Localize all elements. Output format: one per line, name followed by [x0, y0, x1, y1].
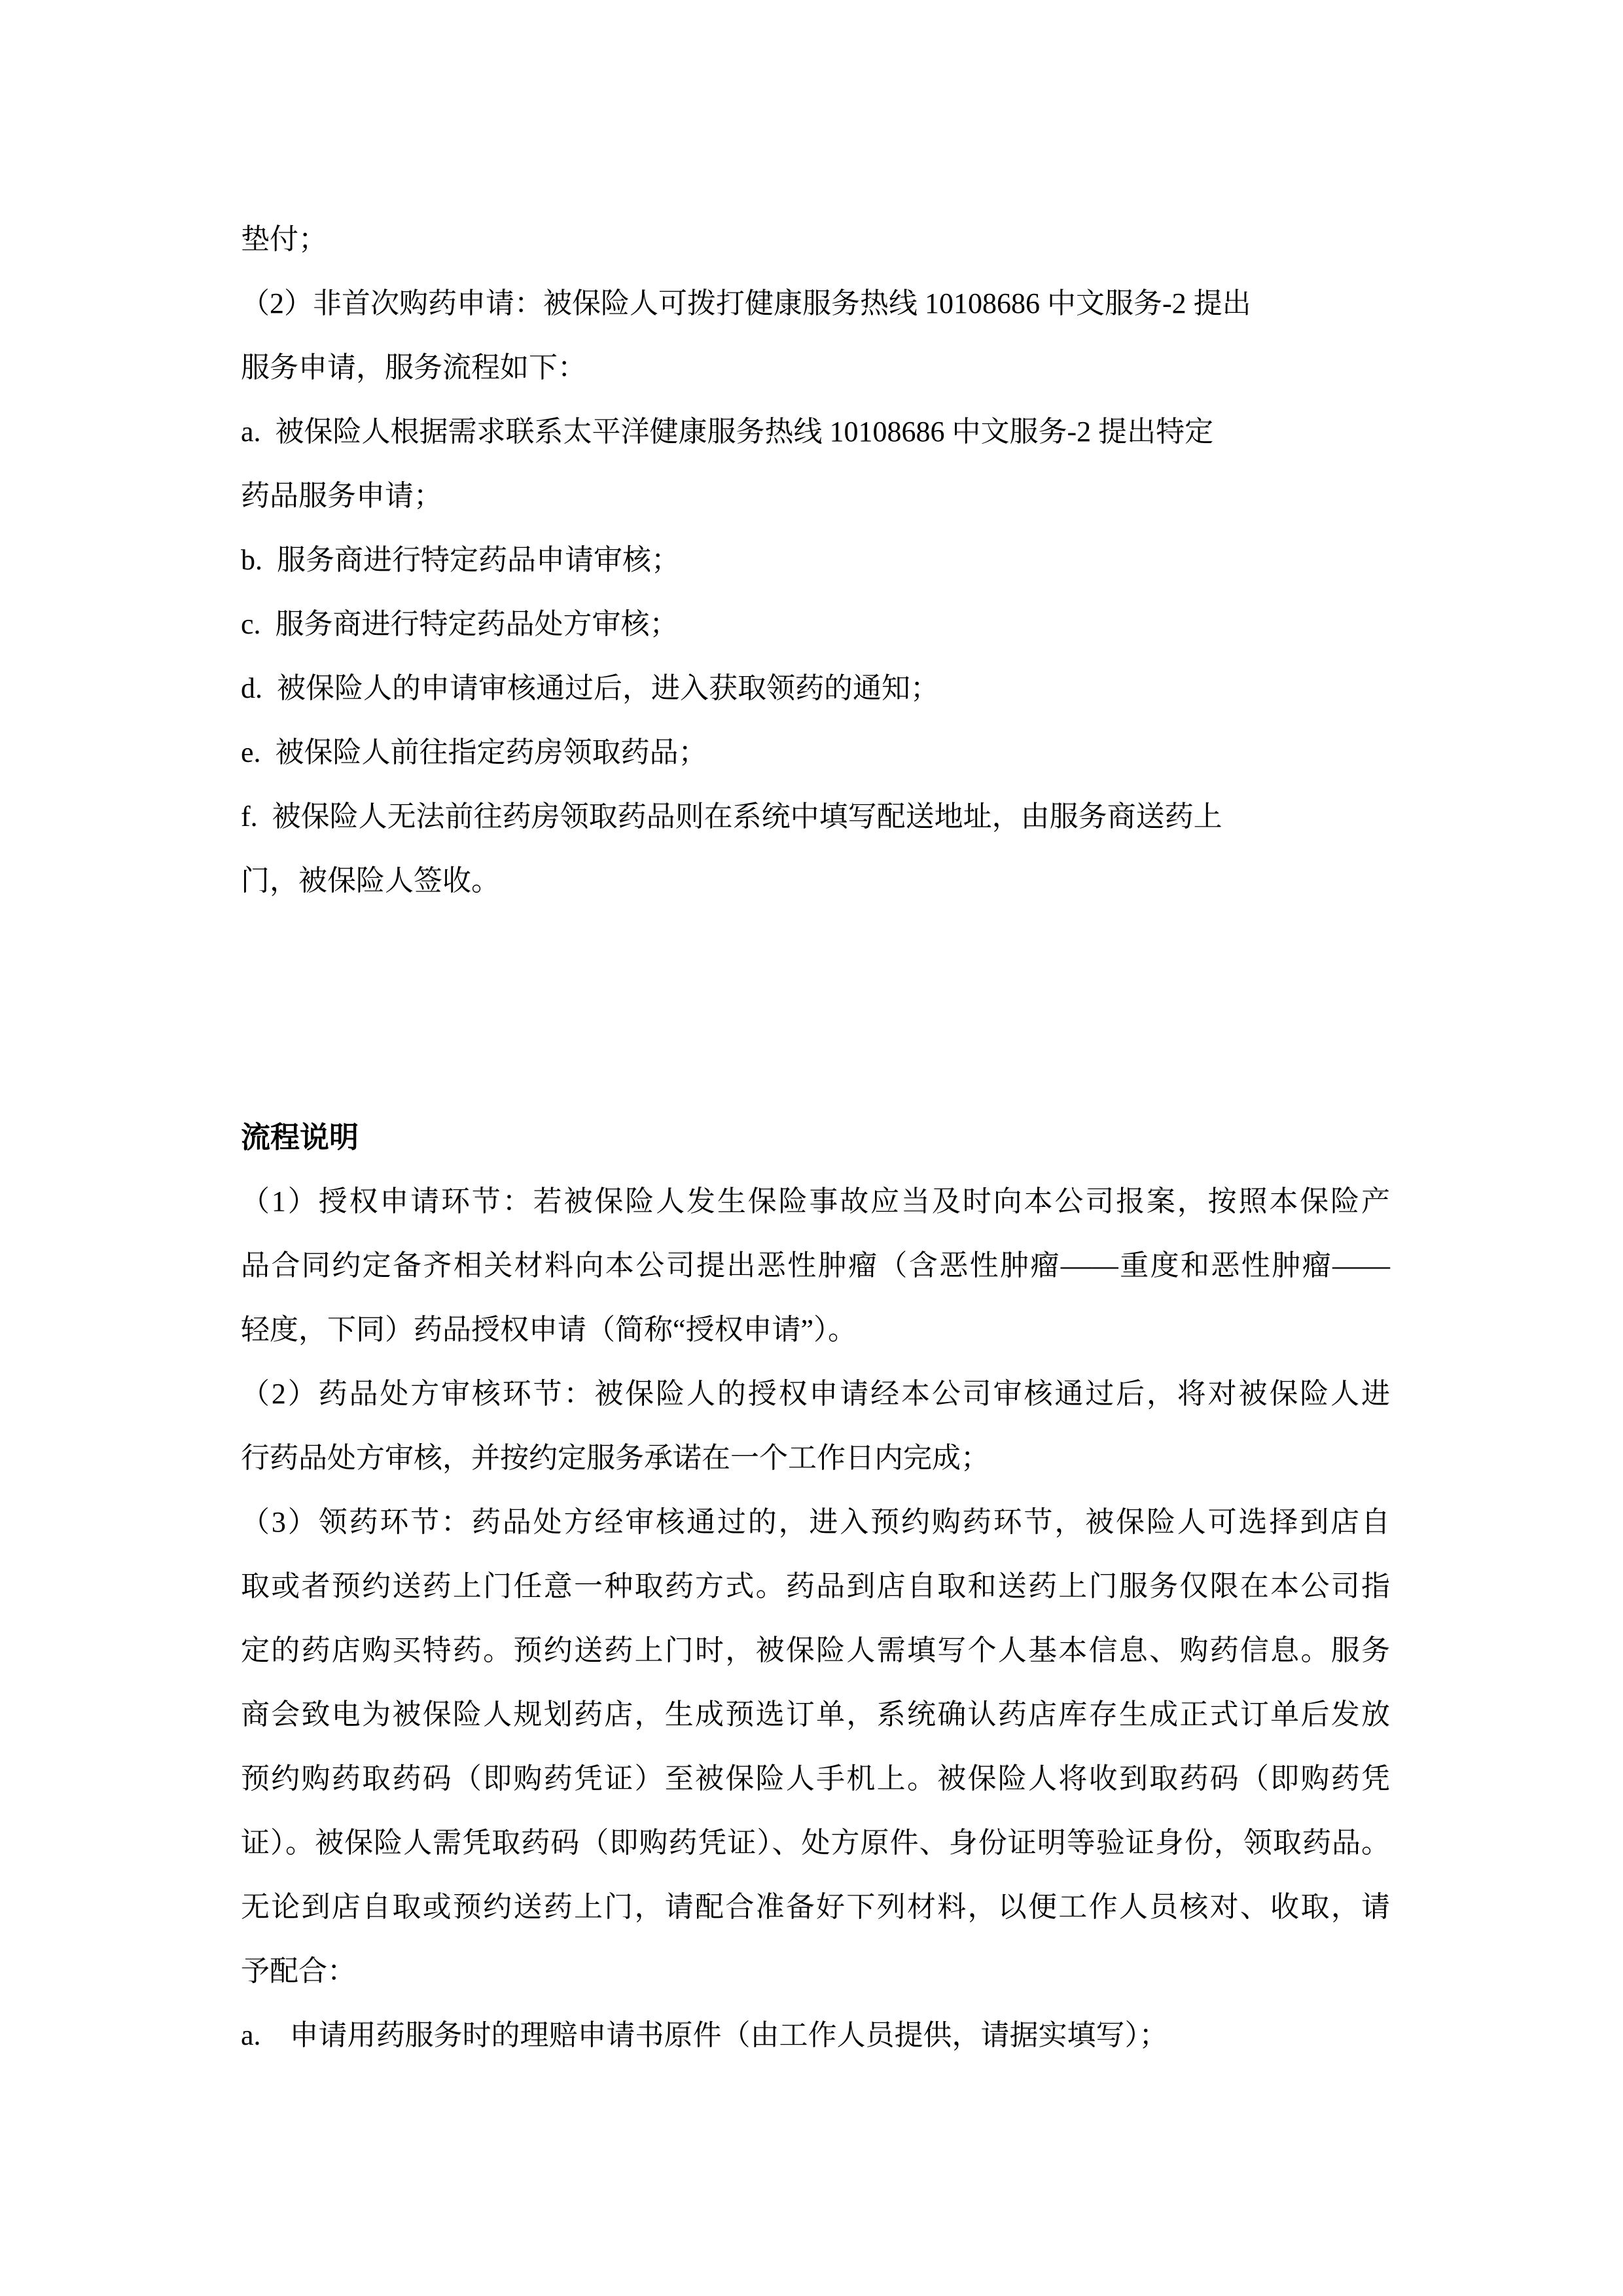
document-content	[241, 207, 1390, 2068]
text-line: 垫付；	[241, 223, 327, 255]
text-line: c. 服务商进行特定药品处方审核；	[241, 608, 679, 640]
text-line: 药品服务申请；	[241, 480, 442, 512]
section-heading: 流程说明	[241, 1121, 359, 1154]
text-line: 轻度，下同）药品授权申请（简称“授权申请”）。	[241, 1314, 857, 1346]
text-line: （2）药品处方审核环节：被保险人的授权申请经本公司审核通过后，将对被保险人进	[241, 1378, 1390, 1410]
text-line: 予配合：	[241, 1955, 356, 1987]
text-line: （3）领药环节：药品处方经审核通过的，进入预约购药环节，被保险人可选择到店自	[241, 1506, 1390, 1538]
text-line: a. 被保险人根据需求联系太平洋健康服务热线 10108686 中文服务-2 提出特定	[241, 416, 1214, 448]
text-line: 行药品处方审核，并按约定服务承诺在一个工作日内完成；	[241, 1442, 990, 1474]
text-line: 门，被保险人签收。	[241, 865, 500, 897]
text-line: 取或者预约送药上门任意一种取药方式。药品到店自取和送药上门服务仅限在本公司指	[241, 1570, 1390, 1602]
text-line: e. 被保险人前往指定药房领取药品；	[241, 736, 707, 768]
text-line: d. 被保险人的申请审核通过后，进入获取领药的通知；	[241, 672, 939, 704]
text-line: b. 服务商进行特定药品申请审核；	[241, 544, 680, 576]
text-line: 预约购药取药码（即购药凭证）至被保险人手机上。被保险人将收到取药码（即购药凭	[241, 1763, 1390, 1795]
text-line: （1）授权申请环节：若被保险人发生保险事故应当及时向本公司报案，按照本保险产	[241, 1185, 1390, 1217]
paragraph-block-process-notes	[241, 1170, 1390, 2068]
text-line: 服务申请，服务流程如下：	[241, 351, 586, 384]
text-line: f. 被保险人无法前往药房领取药品则在系统中填写配送地址，由服务商送药上	[241, 800, 1222, 833]
paragraph-block-service-flow	[241, 207, 1390, 913]
section-gap	[241, 913, 1390, 1105]
text-line: 证）。被保险人需凭取药码（即购药凭证）、处方原件、身份证明等验证身份，领取药品。	[241, 1827, 1390, 1859]
text-line: （2）非首次购药申请：被保险人可拨打健康服务热线 10108686 中文服务-2 提出	[241, 287, 1251, 319]
text-line: 品合同约定备齐相关材料向本公司提出恶性肿瘤（含恶性肿瘤——重度和恶性肿瘤——	[241, 1249, 1390, 1282]
text-line: 定的药店购买特药。预约送药上门时，被保险人需填写个人基本信息、购药信息。服务	[241, 1634, 1390, 1666]
text-line: 无论到店自取或预约送药上门，请配合准备好下列材料，以便工作人员核对、收取，请	[241, 1891, 1390, 1923]
text-line: a. 申请用药服务时的理赔申请书原件（由工作人员提供，请据实填写）；	[241, 2019, 1168, 2051]
text-line: 商会致电为被保险人规划药店，生成预选订单，系统确认药店库存生成正式订单后发放	[241, 1698, 1390, 1731]
